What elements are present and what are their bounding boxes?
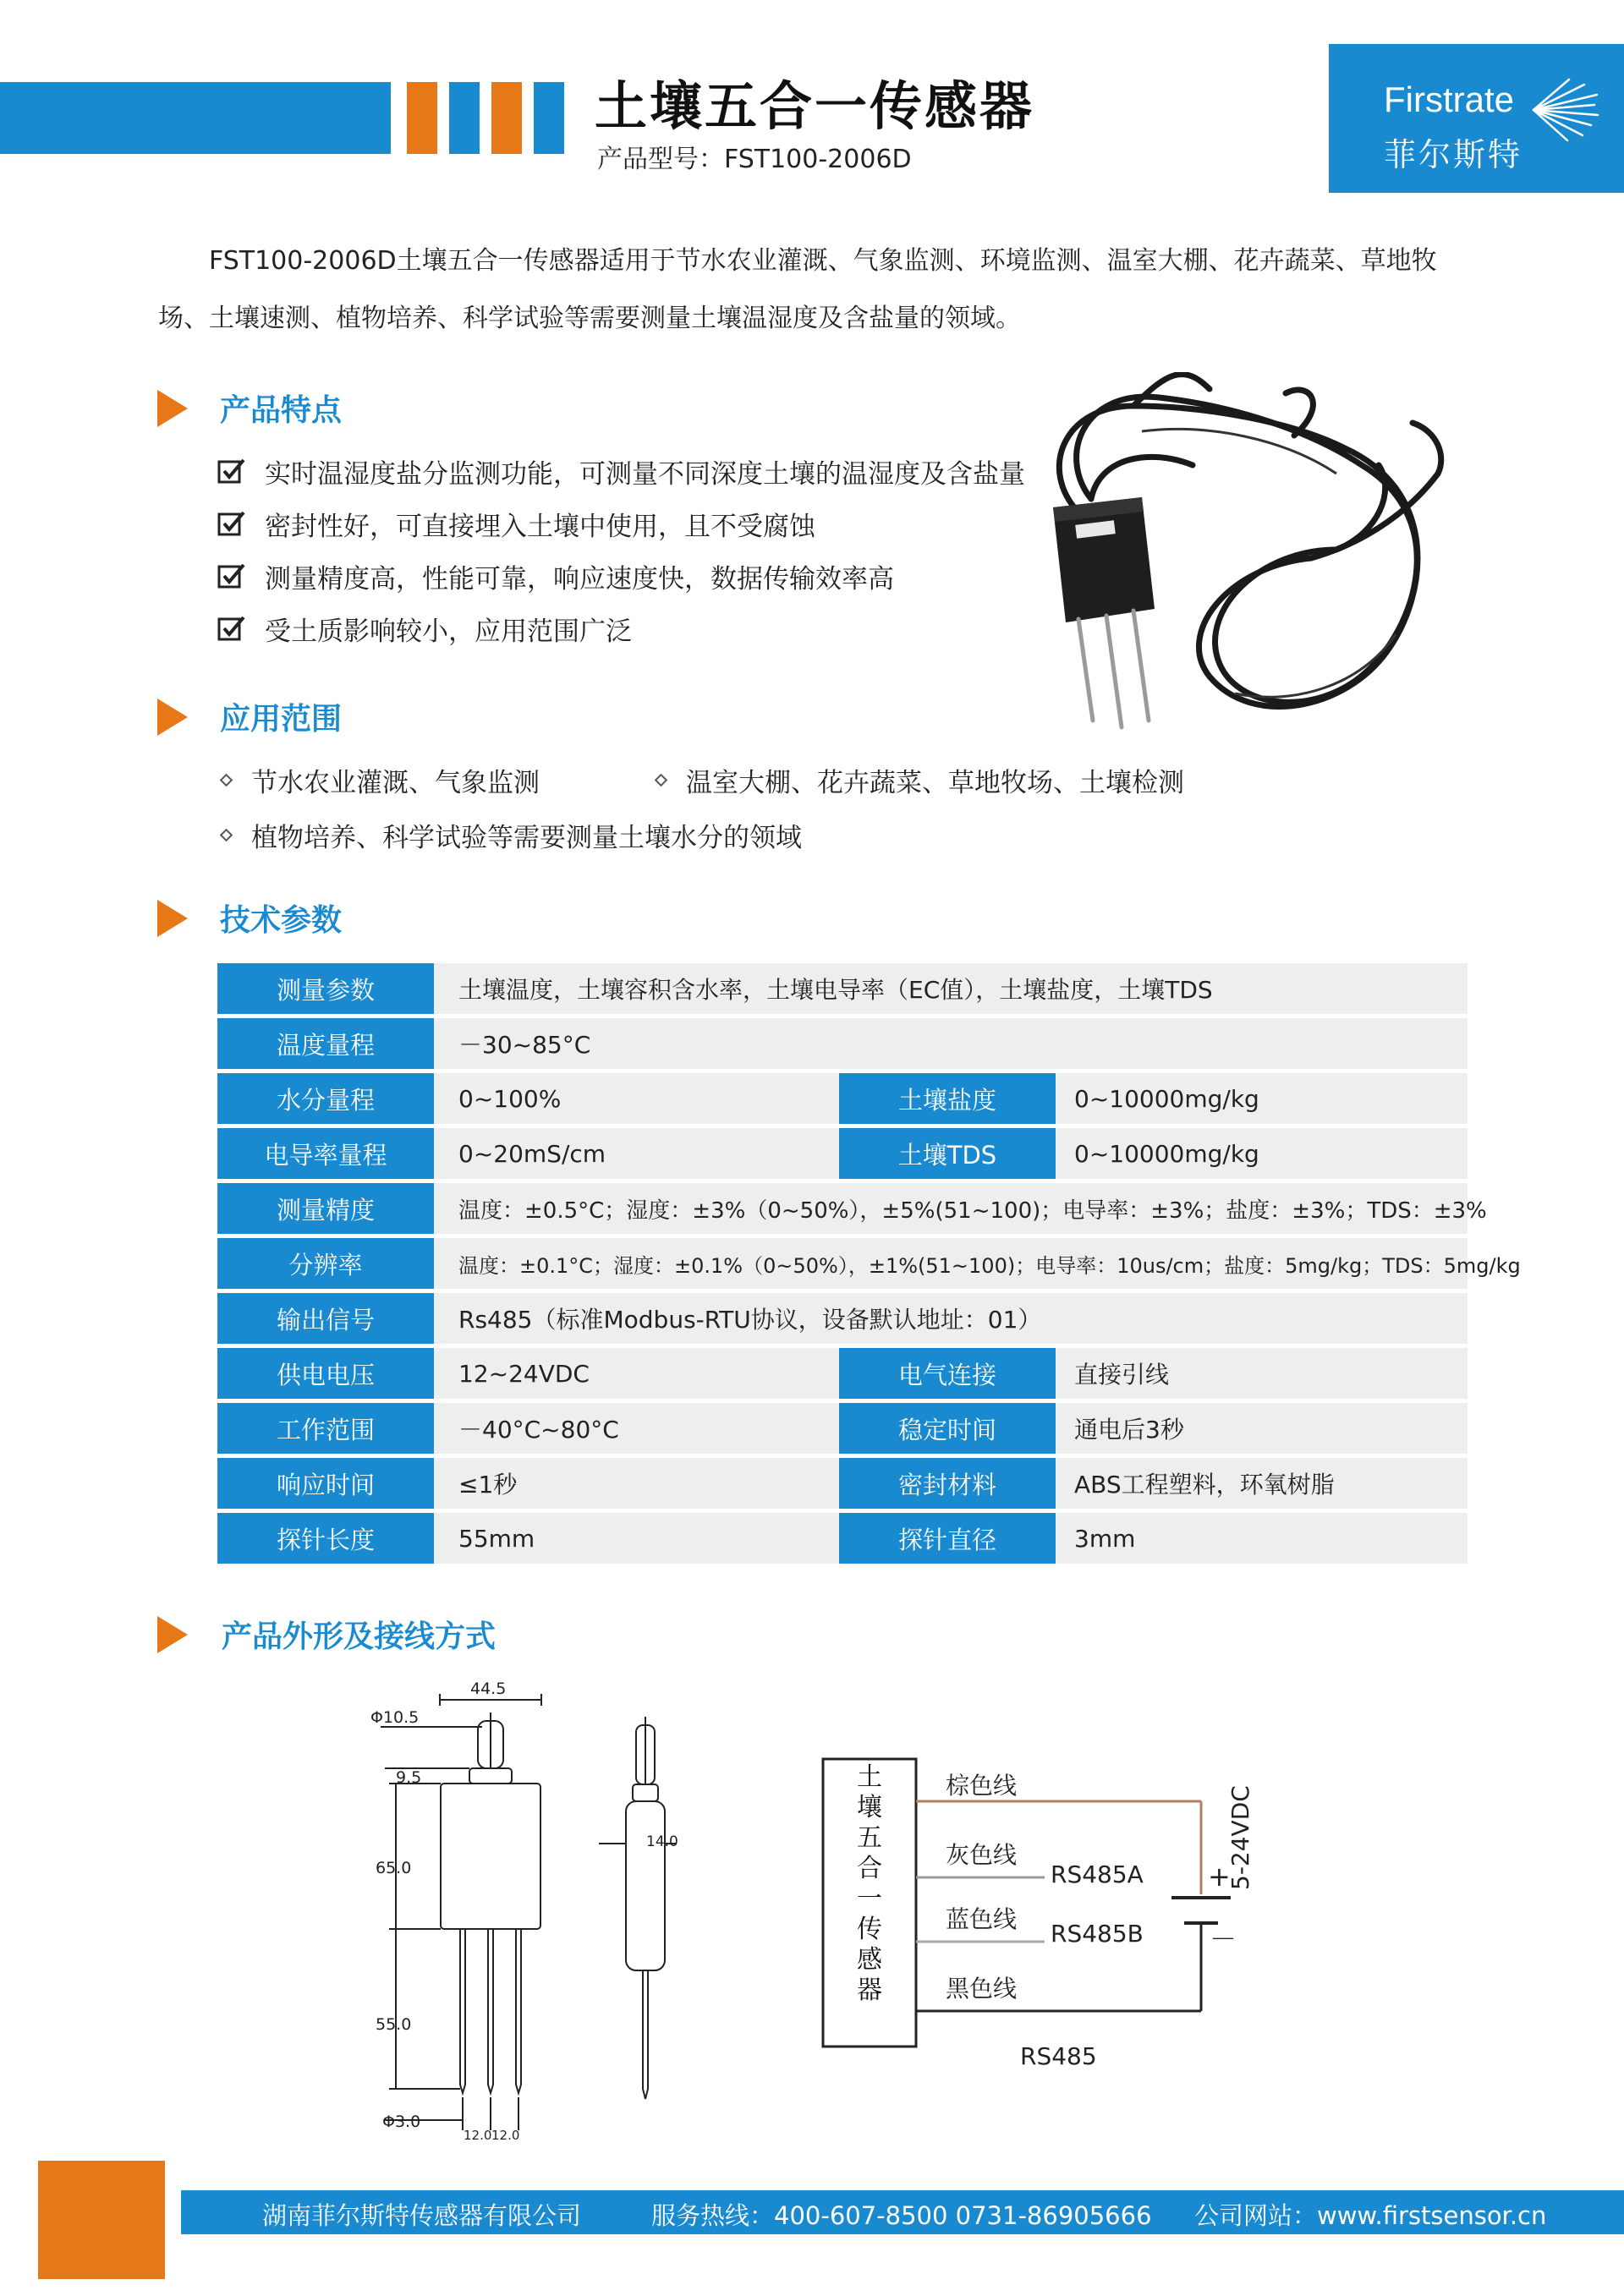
section-drawing-title: 产品外形及接线方式 (222, 1619, 497, 1654)
dim-phi-probe: Φ3.0 (382, 2112, 421, 2131)
checkbox-icon (217, 457, 246, 485)
feature-text: 测量精度高，性能可靠，响应速度快，数据传输效率高 (265, 563, 894, 595)
footer-accent (38, 2161, 165, 2279)
spec-key: 探针长度 (217, 1513, 434, 1564)
footer-hotline: 服务热线：400-607-8500 0731-86905666 (651, 2201, 1152, 2230)
dim-neck: 9.5 (396, 1768, 422, 1787)
feature-item (217, 452, 1025, 490)
spec-key: 测量参数 (217, 963, 434, 1014)
logo-burst-icon (1517, 76, 1601, 144)
spec-key: 土壤盐度 (839, 1073, 1056, 1124)
spec-value: ABS工程塑料，环氧树脂 (1074, 1471, 1335, 1499)
section-features-title: 产品特点 (220, 393, 343, 428)
logo-cn: 菲尔斯特 (1384, 136, 1523, 173)
feature-item (217, 557, 894, 595)
header-stripe-blue-1 (449, 82, 480, 154)
header-stripe-blue-2 (534, 82, 564, 154)
spec-value: 直接引线 (1074, 1361, 1170, 1389)
product-model: 产品型号：FST100-2006D (597, 145, 912, 174)
logo-en: Firstrate (1384, 79, 1515, 119)
device-label-char: 器 (857, 1975, 882, 2005)
spec-key: 输出信号 (217, 1293, 434, 1344)
spec-row (217, 1348, 1468, 1399)
section-specs-title: 技术参数 (220, 903, 343, 938)
brand-logo (1329, 44, 1624, 193)
rs485a-label: RS485A (1051, 1860, 1144, 1888)
spec-key: 探针直径 (839, 1513, 1056, 1564)
header-stripe-orange-2 (491, 82, 522, 154)
spec-key: 水分量程 (217, 1073, 434, 1124)
section-arrow-icon (157, 699, 188, 736)
rs485b-label: RS485B (1051, 1920, 1144, 1948)
dim-phi-top: Φ10.5 (370, 1708, 420, 1727)
dim-width: 44.5 (470, 1680, 507, 1698)
wire-brown-label: 棕色线 (946, 1772, 1018, 1800)
page-title: 土壤五合一传感器 (595, 75, 1035, 137)
side-view-drawing (592, 1708, 710, 2114)
wiring-diagram (812, 1742, 1336, 2097)
device-label-char: 感 (857, 1945, 882, 1975)
application-item (222, 761, 540, 798)
section-arrow-icon (157, 1616, 188, 1653)
spec-row (217, 1403, 1468, 1454)
section-arrow-icon (157, 900, 188, 937)
plus-sign: + (1208, 1860, 1231, 1893)
application-item (656, 761, 1184, 798)
spec-value: －30~85°C (458, 1031, 591, 1059)
spec-value: 0~10000mg/kg (1074, 1139, 1259, 1168)
dim-thickness: 14.0 (646, 1833, 678, 1850)
spec-row (217, 1018, 1468, 1069)
spec-key: 土壤TDS (839, 1128, 1056, 1179)
device-label-char: 一 (857, 1884, 882, 1914)
spec-value: 通电后3秒 (1074, 1416, 1184, 1444)
spec-key: 测量精度 (217, 1183, 434, 1234)
spec-row (217, 963, 1468, 1014)
diamond-bullet-icon (220, 828, 233, 841)
application-text: 节水农业灌溉、气象监测 (251, 767, 540, 798)
spec-value: 3mm (1074, 1524, 1136, 1553)
checkbox-icon (217, 614, 246, 643)
spec-value: 0~100% (458, 1084, 562, 1113)
device-label-char: 传 (857, 1915, 882, 1944)
spec-key: 温度量程 (217, 1018, 434, 1069)
feature-text: 受土质影响较小，应用范围广泛 (265, 616, 632, 647)
header-band (0, 82, 391, 154)
section-applications-title: 应用范围 (220, 702, 343, 737)
minus-sign: － (1210, 1923, 1237, 1955)
spec-key: 响应时间 (217, 1458, 434, 1509)
spec-value: 55mm (458, 1524, 535, 1553)
device-label-char: 壤 (857, 1793, 882, 1822)
checkbox-icon (217, 509, 246, 538)
footer-bar (181, 2190, 1624, 2234)
diamond-bullet-icon (655, 773, 668, 786)
spec-value: －40°C~80°C (458, 1416, 619, 1444)
spec-value: 12~24VDC (458, 1359, 590, 1388)
spec-key: 电气连接 (839, 1348, 1056, 1399)
spec-value: 0~10000mg/kg (1074, 1084, 1259, 1113)
feature-text: 实时温湿度盐分监测功能，可测量不同深度土壤的温湿度及含盐量 (265, 458, 1025, 490)
application-text: 植物培养、科学试验等需要测量土壤水分的领域 (251, 822, 802, 853)
spec-value: 土壤温度，土壤容积含水率，土壤电导率（EC值），土壤盐度，土壤TDS (458, 976, 1213, 1004)
diamond-bullet-icon (220, 773, 233, 786)
header-stripe-orange-1 (407, 82, 437, 154)
spec-row (217, 1128, 1468, 1179)
application-item (222, 816, 802, 853)
spec-row (217, 1293, 1468, 1344)
dim-body: 65.0 (376, 1859, 412, 1877)
feature-item (217, 505, 815, 542)
spec-value: Rs485（标准Modbus-RTU协议，设备默认地址：01） (458, 1306, 1042, 1334)
spec-key: 密封材料 (839, 1458, 1056, 1509)
spec-value: 温度：±0.5°C；湿度：±3%（0~50%），±5%(51~100)；电导率：±3%；盐度：±3%；TDS：±3% (458, 1197, 1487, 1224)
rs485-bus-label: RS485 (1020, 2042, 1097, 2070)
spec-key: 稳定时间 (839, 1403, 1056, 1454)
application-text: 温室大棚、花卉蔬菜、草地牧场、土壤检测 (686, 767, 1184, 798)
dim-probe: 55.0 (376, 2015, 412, 2034)
spec-row (217, 1238, 1521, 1289)
footer-company: 湖南菲尔斯特传感器有限公司 (262, 2201, 582, 2230)
spec-value: 0~20mS/cm (458, 1139, 606, 1168)
section-arrow-icon (157, 390, 188, 427)
spec-key: 电导率量程 (217, 1128, 434, 1179)
spec-key: 分辨率 (217, 1238, 434, 1289)
dim-pitch-1: 12.0 (464, 2128, 492, 2143)
spec-value: 温度：±0.1°C；湿度：±0.1%（0~50%），±1%(51~100)；电导率：10us/cm；盐度：5mg/kg；TDS：5mg/kg (458, 1253, 1521, 1278)
device-label-char: 土 (857, 1762, 882, 1792)
wire-gray-label: 灰色线 (946, 1841, 1018, 1869)
device-label-char: 五 (857, 1823, 882, 1853)
footer-website: 公司网站：www.firstsensor.cn (1194, 2201, 1547, 2230)
intro-paragraph: FST100-2006D土壤五合一传感器适用于节水农业灌溉、气象监测、环境监测、温室大棚、花卉蔬菜、草地牧场、土壤速测、植物培养、科学试验等需要测量土壤温湿度及含盐量的领域。 (158, 246, 1437, 333)
spec-row (217, 1513, 1468, 1564)
spec-row (217, 1183, 1487, 1234)
product-photo (1040, 372, 1463, 744)
spec-key: 工作范围 (217, 1403, 434, 1454)
spec-row (217, 1073, 1468, 1124)
spec-value: ≤1秒 (458, 1471, 518, 1499)
device-label-char: 合 (857, 1854, 882, 1883)
feature-item (217, 610, 632, 647)
spec-key: 供电电压 (217, 1348, 434, 1399)
feature-text: 密封性好，可直接埋入土壤中使用，且不受腐蚀 (265, 511, 815, 542)
checkbox-icon (217, 562, 246, 590)
supply-voltage-label: 5-24VDC (1226, 1785, 1254, 1890)
dim-pitch-2: 12.0 (491, 2128, 520, 2143)
spec-row (217, 1458, 1468, 1509)
wire-blue-label: 蓝色线 (946, 1905, 1018, 1933)
wire-black-label: 黑色线 (946, 1975, 1018, 2003)
device-vertical-label (854, 1762, 885, 2006)
